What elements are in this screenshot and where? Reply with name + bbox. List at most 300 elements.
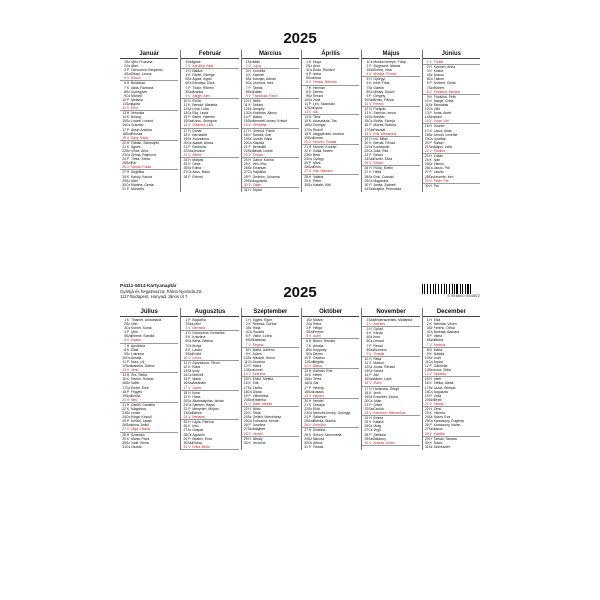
weekday-abbr: Szo	[247, 148, 254, 153]
name-day: Irén, Írisz	[252, 162, 267, 167]
weekday-abbr: K	[188, 102, 191, 107]
weekday-abbr: V	[188, 444, 191, 449]
name-day: Lenke	[131, 411, 141, 416]
name-day: Borbála, Barbara	[433, 330, 460, 335]
weekday-abbr: H	[126, 373, 130, 378]
name-day: Ulrik	[131, 330, 138, 335]
weekday-abbr: K	[308, 89, 312, 94]
weekday-abbr: Cs	[187, 140, 192, 145]
barcode-number: 5 998600 554502	[447, 294, 480, 298]
weekday-abbr: P	[308, 72, 312, 77]
weekday-abbr: K	[248, 351, 251, 356]
name-day: Farkas	[312, 444, 324, 449]
month-name: Március	[242, 50, 299, 59]
day-number: 6	[245, 81, 248, 86]
weekday-abbr: Sz	[308, 93, 312, 98]
name-day: Malvin	[312, 318, 323, 322]
weekday-abbr: Cs	[187, 402, 192, 407]
name-day: János	[433, 427, 443, 432]
weekday-abbr: Cs	[187, 343, 192, 348]
name-day: Emőd	[192, 351, 202, 356]
day-number: 8	[366, 347, 369, 352]
name-day: Vince	[312, 76, 322, 81]
weekday-abbr: P	[429, 334, 432, 339]
name-day: Csongor	[312, 123, 326, 128]
weekday-abbr: Szo	[126, 72, 132, 77]
day-number: 23	[183, 411, 188, 416]
weekday-abbr: Cs	[428, 166, 433, 171]
name-day: Teréz	[312, 377, 322, 382]
weekday-abbr: Sz	[308, 347, 312, 352]
name-day: Nemzeti ünnep, Gyöngyi	[312, 411, 351, 416]
weekday-abbr: Sz	[126, 148, 130, 153]
day-number: 11	[183, 360, 188, 365]
name-day: Regina	[252, 342, 264, 347]
name-day: Antal, Anett	[433, 111, 451, 116]
weekday-abbr: Szo	[428, 368, 435, 373]
weekday-abbr: Szo	[368, 97, 375, 102]
name-day: Dezső	[373, 153, 383, 158]
name-day: Zsolt	[312, 97, 321, 102]
weekday-abbr: Sz	[368, 85, 373, 90]
name-day: Kinga, Kincső	[131, 415, 152, 420]
weekday-abbr: Sz	[368, 424, 373, 429]
day-number: 15	[243, 119, 248, 124]
weekday-abbr: P	[248, 174, 251, 179]
name-day: Ákos, Bátor	[192, 170, 210, 175]
month-name: Augusztus	[181, 308, 238, 317]
weekday-abbr: P	[308, 161, 312, 166]
name-day: Beatrix, Erna	[192, 436, 212, 441]
day-number: 20	[304, 139, 308, 144]
weekday-abbr: H	[369, 166, 372, 171]
weekday-abbr: V	[126, 106, 130, 111]
weekday-abbr: K	[188, 73, 191, 78]
day-list	[423, 60, 480, 188]
day-number: 5	[245, 334, 248, 339]
day-number: 15	[364, 377, 369, 382]
day-number: 26	[304, 165, 308, 170]
month-column	[361, 50, 419, 192]
month-name: Április	[302, 50, 359, 59]
day-number: 24	[122, 415, 126, 420]
weekday-abbr: K	[369, 420, 372, 425]
day-number: 25	[304, 419, 308, 424]
day-number: 6	[124, 338, 126, 343]
name-day: Győző	[373, 327, 384, 332]
name-day: Sára, Márió	[131, 135, 149, 140]
weekday-abbr: Szo	[307, 330, 314, 335]
day-number: 8	[185, 89, 188, 94]
weekday-abbr: Cs	[247, 389, 252, 394]
weekday-abbr: Szo	[428, 174, 435, 179]
weekday-abbr: Sz	[308, 123, 312, 128]
day-number: 28	[424, 174, 429, 179]
weekday-abbr: Cs	[126, 355, 131, 360]
weekday-abbr: H	[188, 420, 191, 425]
day-number: 16	[424, 381, 429, 386]
day-number: 3	[306, 68, 308, 73]
name-day: Benedek	[252, 144, 267, 149]
weekday-abbr: H	[308, 428, 312, 433]
name-day: Elvira	[192, 98, 201, 103]
day-number: 11	[183, 102, 188, 107]
day-number: 2	[426, 322, 429, 327]
name-day: Ármin, Pálma	[373, 97, 394, 102]
day-number: 9	[306, 351, 308, 356]
name-day: Mária	[433, 347, 443, 352]
weekday-abbr: Cs	[247, 359, 252, 364]
weekday-abbr: K	[429, 98, 432, 103]
day-number: 18	[122, 389, 126, 394]
name-day: Márk	[312, 161, 321, 166]
weekday-abbr: K	[188, 335, 191, 340]
name-day: Blanka, Bianka	[312, 419, 336, 424]
weekday-abbr: P	[188, 318, 191, 322]
day-number: 9	[245, 93, 248, 98]
name-day: Bálint, Valentin	[192, 115, 215, 120]
weekday-abbr: V	[429, 431, 432, 436]
day-number: 27	[243, 170, 248, 175]
name-day: Amália	[131, 355, 142, 360]
name-day: Orbán	[373, 161, 383, 166]
day-number: 30	[304, 182, 308, 187]
weekday-abbr: Szo	[368, 347, 375, 352]
name-day: Ildikó	[252, 98, 261, 103]
weekday-abbr: V	[248, 182, 251, 187]
month-name: Január	[120, 50, 178, 59]
weekday-abbr: Sz	[187, 398, 192, 403]
weekday-abbr: K	[308, 373, 312, 378]
name-day: János, Pál	[433, 166, 450, 171]
weekday-abbr: K	[429, 351, 432, 356]
name-day: Rafael	[433, 140, 444, 145]
name-day: Szilárd	[252, 102, 264, 107]
calendar-card-first-half	[120, 30, 480, 192]
name-day: Dénes	[312, 89, 323, 94]
day-number: 29	[122, 436, 126, 441]
day-number: 22	[183, 406, 188, 411]
name-day: Valér	[433, 377, 442, 382]
day-number: 28	[304, 432, 308, 437]
year-title: 2025	[283, 30, 317, 47]
day-number: 3	[366, 68, 369, 73]
name-day: Károly	[373, 331, 383, 336]
weekday-abbr: Sz	[187, 107, 192, 112]
weekday-abbr: K	[126, 115, 130, 120]
day-number: 19	[243, 136, 248, 141]
weekday-abbr: Cs	[187, 81, 192, 86]
weekday-abbr: H	[369, 327, 372, 332]
weekday-abbr: K	[369, 170, 372, 175]
name-day: Zelma, Rajmund	[131, 153, 156, 158]
day-number: 15	[243, 377, 248, 382]
weekday-abbr: V	[248, 64, 251, 69]
weekday-abbr: Sz	[187, 166, 192, 171]
weekday-abbr: V	[369, 72, 372, 77]
day-number: 19	[364, 394, 369, 399]
name-day: Mihály	[252, 436, 263, 441]
day-list	[181, 318, 238, 450]
weekday-abbr: K	[429, 158, 432, 163]
day-number: 22	[304, 406, 308, 411]
name-day: Frigyes	[131, 389, 143, 394]
weekday-abbr: Sz	[368, 144, 373, 149]
weekday-abbr: K	[248, 132, 251, 137]
day-number: 11	[364, 101, 369, 106]
day-number: 20	[243, 397, 248, 402]
name-day: Munka ünnepe, Fülöp	[373, 60, 407, 64]
day-number: 4	[245, 73, 248, 78]
day-number: 25	[304, 161, 308, 166]
day-number: 9	[306, 93, 308, 98]
day-number: 27	[304, 428, 308, 433]
weekday-abbr: Cs	[368, 89, 373, 94]
name-day: Bernát, Felícia	[373, 140, 396, 145]
name-day: Izabella, Dalma	[131, 364, 155, 369]
weekday-abbr: V	[308, 110, 312, 115]
weekday-abbr: P	[126, 127, 130, 132]
name-day: Viktor, Lőrinc	[252, 334, 273, 339]
weekday-abbr: H	[369, 77, 372, 82]
name-day: Márton	[373, 360, 384, 365]
day-number: 6	[245, 338, 248, 343]
name-day: Nándor	[312, 393, 325, 398]
day-number: 3	[124, 68, 126, 73]
weekday-abbr: Cs	[247, 419, 252, 424]
weekday-abbr: Cs	[126, 444, 131, 449]
weekday-abbr: H	[308, 398, 312, 403]
name-day: Márta, Flóra	[131, 436, 150, 441]
name-day: Abigél, Alex	[192, 93, 211, 98]
day-number: 25	[122, 161, 126, 166]
day-number: 23	[424, 411, 429, 416]
day-number: 10	[122, 97, 126, 102]
day-number: 18	[364, 390, 369, 395]
name-day: András, Andor	[373, 440, 395, 445]
day-number: 30	[364, 440, 369, 445]
day-number: 8	[366, 89, 369, 94]
day-number: 13	[364, 111, 369, 116]
name-day: Adorján, Adrián	[252, 77, 276, 82]
weekday-abbr: Szo	[187, 411, 194, 416]
day-number: 10	[183, 98, 188, 103]
name-day: Hajnalka	[252, 170, 266, 175]
weekday-abbr: V	[248, 401, 251, 406]
name-day: Jenő	[131, 368, 139, 373]
day-number: 27	[183, 428, 188, 433]
weekday-abbr: V	[308, 393, 312, 398]
name-day: Kelemen, Klementina	[373, 411, 406, 416]
day-row	[181, 445, 238, 450]
name-day: Erhard	[312, 93, 324, 98]
day-number: 9	[366, 351, 369, 356]
day-number: 5	[426, 334, 429, 339]
name-day: Katalin, Kitti	[312, 182, 331, 187]
name-day: Erzsébet, Zsóka	[373, 394, 398, 399]
name-day: Eufrozina, Kende	[252, 419, 279, 424]
day-number: 5	[124, 76, 126, 81]
name-day: József, Bánk	[252, 136, 273, 141]
name-day: Gedeon	[312, 355, 326, 360]
weekday-abbr: Szo	[307, 359, 314, 364]
weekday-abbr: H	[429, 154, 432, 159]
day-number: 16	[304, 123, 308, 128]
name-day: Ambrus	[433, 342, 446, 347]
weekday-abbr: Cs	[428, 136, 433, 141]
name-day: Tódor, Rómeó	[192, 85, 214, 90]
day-number: 30	[183, 440, 188, 445]
day-number: 10	[364, 356, 369, 361]
day-number: 26	[122, 423, 126, 428]
day-number: 13	[364, 369, 369, 374]
weekday-abbr: P	[126, 419, 130, 424]
month-name: Február	[181, 50, 238, 59]
name-day: Húsvét, Tivadar	[312, 139, 337, 144]
day-number: 20	[122, 140, 126, 145]
weekday-abbr: Cs	[307, 68, 313, 73]
name-day: Vilmos	[433, 162, 444, 167]
name-day: Edina	[192, 166, 202, 171]
day-list	[302, 318, 359, 449]
name-day: Anasztázia, Tas	[312, 119, 337, 124]
name-day: Aladár, Álmos	[192, 140, 214, 145]
weekday-abbr: Szo	[126, 161, 132, 166]
day-number: 4	[185, 331, 188, 336]
day-number: 5	[185, 335, 188, 340]
day-number: 14	[243, 115, 248, 120]
day-number: 10	[304, 355, 308, 360]
name-day: Lőrinc	[192, 355, 202, 360]
weekday-abbr: K	[429, 411, 432, 416]
name-day: Gertrúd, Patrik	[252, 128, 275, 133]
weekday-abbr: Sz	[126, 411, 130, 416]
weekday-abbr: Szo	[247, 338, 254, 343]
day-number: 19	[424, 136, 429, 141]
name-day: Államalapítás, István	[192, 398, 224, 403]
weekday-abbr: H	[248, 436, 251, 441]
weekday-abbr: Sz	[368, 174, 373, 179]
day-number: 6	[426, 81, 429, 86]
day-number: 2	[245, 322, 248, 327]
name-day: Jolán	[373, 398, 382, 403]
day-number: 25	[424, 162, 429, 167]
name-day: Sámuel, Hajna	[192, 402, 215, 407]
day-number: 21	[122, 144, 126, 149]
day-number: 14	[122, 373, 126, 378]
weekday-abbr: V	[308, 364, 312, 369]
day-number: 31	[364, 186, 369, 191]
name-day: Rózsa	[192, 440, 202, 445]
weekday-abbr: V	[248, 431, 251, 436]
day-number: 18	[424, 132, 429, 137]
name-day: Emánuel	[252, 166, 267, 171]
day-row	[242, 441, 299, 445]
weekday-abbr: H	[248, 187, 251, 192]
day-number: 13	[304, 369, 308, 374]
name-day: Helga	[312, 326, 322, 331]
name-day: Teodóra	[252, 359, 265, 364]
day-number: 31	[304, 444, 308, 449]
weekday-abbr: V	[188, 385, 191, 390]
weekday-abbr: K	[126, 347, 130, 352]
day-number: 8	[245, 347, 248, 352]
weekday-abbr: Szo	[368, 436, 375, 441]
day-number: 28	[364, 432, 369, 437]
weekday-abbr: V	[429, 60, 432, 64]
day-number: 29	[424, 436, 429, 441]
weekday-abbr: K	[429, 322, 432, 327]
weekday-abbr: Sz	[247, 107, 252, 112]
weekday-abbr: K	[429, 69, 432, 74]
weekday-abbr: P	[126, 389, 130, 394]
weekday-abbr: Szo	[247, 178, 254, 183]
day-number: 12	[243, 364, 248, 369]
day-number: 11	[244, 359, 248, 364]
weekday-abbr: P	[188, 406, 191, 411]
name-day: Stefánia	[373, 432, 386, 437]
weekday-abbr: Sz	[308, 182, 312, 187]
day-number: 2	[426, 65, 429, 70]
weekday-abbr: Cs	[368, 398, 373, 403]
name-day: Angelika	[131, 170, 145, 175]
day-number: 2	[124, 64, 126, 69]
day-number: 3	[426, 69, 429, 74]
day-number: 21	[304, 402, 308, 407]
name-day: Zita, Mariann	[312, 169, 333, 174]
name-day: Újév, Fruzsina	[131, 60, 153, 64]
name-day: Gáspár	[192, 428, 204, 433]
name-day: Klaudia	[252, 140, 264, 145]
day-number: 18	[183, 132, 188, 137]
publisher-row	[120, 284, 480, 306]
name-day: Enikő, Melitta	[252, 377, 274, 382]
day-number: 25	[243, 162, 248, 167]
day-number: 4	[426, 330, 429, 335]
name-day: Móric	[252, 406, 261, 411]
weekday-abbr: K	[188, 162, 191, 167]
name-day: Lukrécia	[131, 351, 144, 356]
weekday-abbr: H	[308, 144, 312, 149]
name-day: Ábel	[131, 64, 138, 69]
day-number: 21	[243, 144, 248, 149]
name-day: Ilona	[192, 390, 200, 395]
day-number: 24	[183, 415, 188, 420]
weekday-abbr: Szo	[126, 423, 132, 428]
day-number: 14	[304, 115, 308, 120]
day-number: 7	[366, 343, 369, 348]
name-day: Franciska, Fanni	[252, 93, 278, 98]
name-day: Hortenzia, Gergő	[373, 386, 400, 391]
name-day: Péter	[312, 178, 322, 183]
day-number: 18	[364, 131, 369, 136]
day-number: 4	[366, 331, 369, 336]
name-day: Imre	[373, 335, 381, 340]
day-list	[362, 60, 419, 191]
day-number: 24	[304, 157, 308, 162]
day-number: 9	[185, 93, 188, 98]
weekday-abbr: H	[248, 128, 251, 133]
day-number: 2	[185, 64, 188, 69]
name-day: Bonifác	[373, 115, 385, 120]
day-number: 7	[426, 342, 429, 347]
name-day: Dávid	[433, 440, 443, 445]
day-number: 22	[304, 148, 308, 153]
weekday-abbr: V	[248, 342, 251, 347]
name-day: Eszter, Eliza	[373, 157, 392, 162]
day-row	[120, 187, 178, 191]
name-day: Ernő	[131, 106, 139, 111]
